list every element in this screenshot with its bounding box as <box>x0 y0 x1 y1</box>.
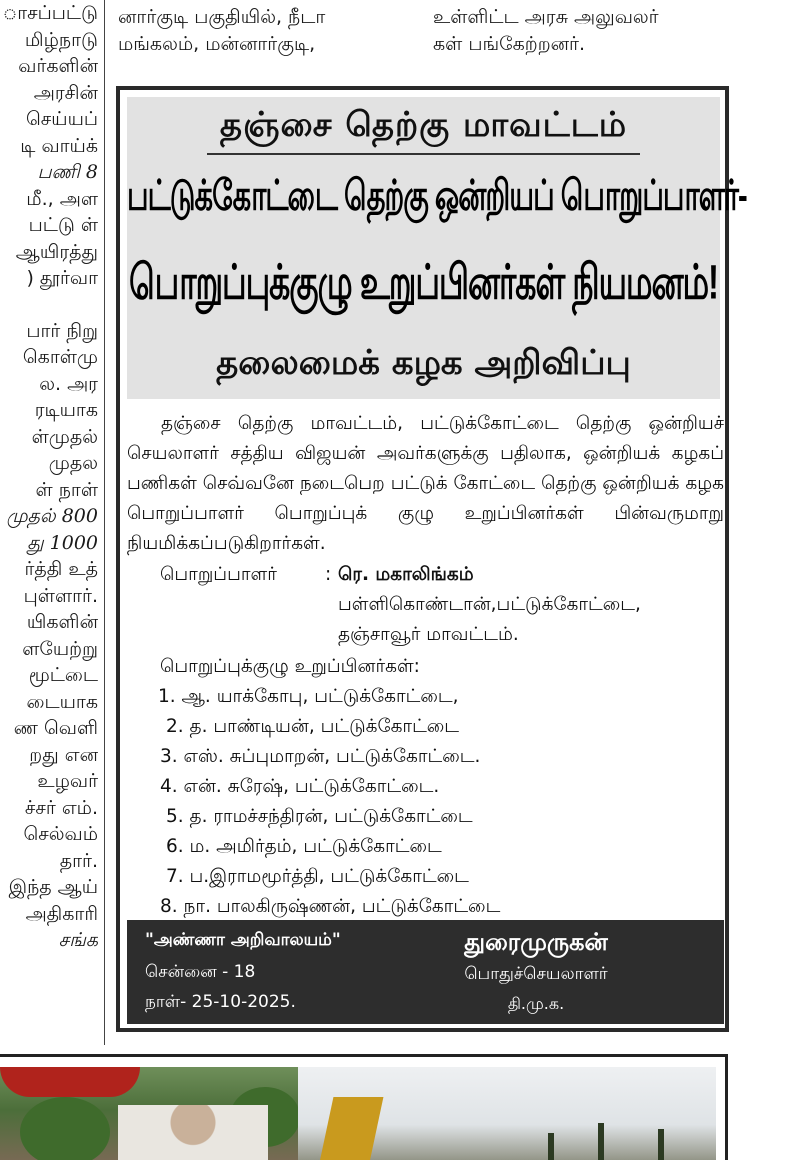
column-line: கொள்மு <box>22 346 98 368</box>
column-line: ளயேற்று <box>22 637 98 660</box>
column-line: ஆயிரத்து <box>15 240 98 263</box>
member-item: 7. ப.இராமமூர்த்தி, பட்டுக்கோட்டை <box>166 866 469 887</box>
body-paragraph: தஞ்சை தெற்கு மாவட்டம், பட்டுக்கோட்டை தெற்கு ஒன்றியச் செயலாளர் சத்திய விஜயன் அவர்களுக்கு பதிலாக, ஒன்றியக் கழகப் பணிகள் செவ்வனே நடைபெற பட்டுக் கோட்டை தெற்கு ஒன்றியக் கழக பொறுப்பாளர் பொறுப்புக் குழு உறுப்பினர்கள் பின்வருமாறு நியமிக்கப்படுகிறார்கள். <box>127 413 724 554</box>
column-line: ள் நாள் <box>35 478 98 501</box>
party-name: தி.மு.க. <box>507 994 565 1013</box>
column-line: முதல <box>48 452 98 474</box>
column-line: பணி 8 <box>37 161 98 183</box>
text-line: மங்கலம், மன்னார்குடி, <box>118 33 316 55</box>
column-line: சங்க <box>58 929 98 951</box>
member-item: 6. ம. அமிர்தம், பட்டுக்கோட்டை <box>166 836 442 857</box>
member-item: 1. ஆ. யாக்கோபு, பட்டுக்கோட்டை, <box>158 686 459 707</box>
column-line: இந்த ஆய் <box>8 876 98 898</box>
column-line: ) தூர்வா <box>26 267 98 289</box>
headline-line-1: பட்டுக்கோட்டை தெற்கு ஒன்றியப் பொறுப்பாளர்- <box>127 173 747 220</box>
incharge-address-line-1: பள்ளிகொண்டான்,பட்டுக்கோட்டை, <box>338 594 641 615</box>
issue-date: நாள்- 25-10-2025. <box>145 992 296 1012</box>
headline-subtitle: தலைமைக் கழக அறிவிப்பு <box>216 343 631 383</box>
member-item: 3. எஸ். சுப்புமாறன், பட்டுக்கோட்டை. <box>160 746 481 767</box>
issuing-city: சென்னை - 18 <box>145 962 256 982</box>
incharge-name: ரெ. மகாலிங்கம் <box>338 564 474 585</box>
palm-shape <box>598 1123 604 1160</box>
column-line: ாசப்பட்டு <box>2 2 98 24</box>
person-shape <box>118 1105 268 1160</box>
column-line: அதிகாரி <box>25 902 98 925</box>
announcement-body <box>127 409 724 559</box>
member-item: 8. நா. பாலகிருஷ்ணன், பட்டுக்கோட்டை <box>160 896 501 917</box>
palm-shape <box>658 1129 664 1160</box>
column-line: மிழ்நாடு <box>24 28 98 51</box>
photo-strip <box>0 1054 728 1160</box>
headline-line-2: பொறுப்புக்குழு உறுப்பினர்கள் நியமனம்! <box>128 255 719 309</box>
column-line: ல. அர <box>39 372 98 395</box>
column-line: வர்களின் <box>18 55 98 77</box>
column-line: பார் நிறு <box>26 319 98 342</box>
column-line: ள்முதல் <box>31 425 98 448</box>
column-line: மீ., அள <box>26 187 98 210</box>
column-line: அரசின் <box>33 81 98 104</box>
event-photo-right <box>298 1067 716 1160</box>
column-line: உழவர் <box>37 770 98 792</box>
event-photo-left <box>0 1067 298 1160</box>
excavator-shape <box>319 1097 384 1160</box>
member-item: 4. என். சுரேஷ், பட்டுக்கோட்டை. <box>160 776 440 797</box>
tree-shape <box>20 1097 110 1160</box>
signatory-name: துரைமுருகன் <box>464 928 608 956</box>
incharge-label: பொறுப்பாளர் <box>160 564 277 585</box>
text-line: உள்ளிட்ட அரசு அலுவலர் <box>433 6 659 28</box>
incharge-colon: : <box>325 564 332 585</box>
column-line: முதல் 800 <box>6 505 98 527</box>
member-item: 5. த. ராமச்சந்திரன், பட்டுக்கோட்டை <box>166 806 473 827</box>
text-line: னார்குடி பகுதியில், நீடா <box>118 6 326 28</box>
column-divider <box>104 0 105 1045</box>
column-line: ரடியாக <box>34 399 98 421</box>
column-line: செல்வம் <box>23 823 98 845</box>
top-middle-text <box>118 4 418 58</box>
umbrella-shape <box>0 1067 140 1097</box>
column-line: டையாக <box>26 690 98 713</box>
signature-footer <box>127 920 724 1024</box>
column-line: பட்டு ள் <box>28 214 98 236</box>
column-line: டி வாய்க் <box>20 134 98 157</box>
column-line: தார். <box>59 849 98 872</box>
column-line: செய்யப் <box>25 108 98 130</box>
member-item: 2. த. பாண்டியன், பட்டுக்கோட்டை <box>166 716 460 737</box>
headline-panel <box>127 97 747 399</box>
heading-underline <box>207 153 640 155</box>
top-right-text <box>433 4 733 58</box>
column-line: ர்த்தி உத் <box>24 558 98 580</box>
district-heading: தஞ்சை தெற்கு மாவட்டம் <box>219 105 628 145</box>
column-line: ண வெளி <box>13 717 98 739</box>
issuing-office: "அண்ணா அறிவாலயம்" <box>145 930 341 950</box>
column-line: ச்சர் எம். <box>24 796 98 819</box>
members-heading: பொறுப்புக்குழு உறுப்பினர்கள்: <box>160 656 420 677</box>
announcement-box <box>116 86 747 1032</box>
column-line: புள்ளார். <box>23 584 98 607</box>
incharge-address-line-2: தஞ்சாவூர் மாவட்டம். <box>338 624 519 645</box>
column-line: றது என <box>29 743 98 766</box>
palm-shape <box>548 1133 554 1160</box>
left-news-column <box>0 0 98 1045</box>
column-gap <box>0 292 98 318</box>
column-line: து 1000 <box>27 531 98 554</box>
text-line: கள் பங்கேற்றனர். <box>433 33 586 55</box>
signatory-designation: பொதுச்செயலாளர் <box>464 964 608 984</box>
column-line: யிகளின் <box>26 611 98 633</box>
column-line: மூட்டை <box>28 664 98 686</box>
